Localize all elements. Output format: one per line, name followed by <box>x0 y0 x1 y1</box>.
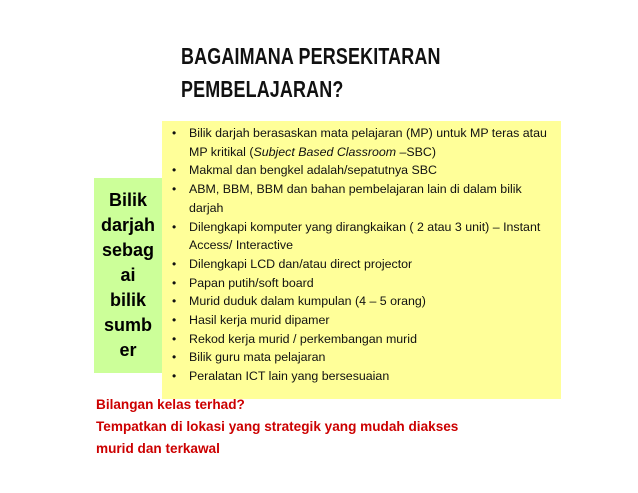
side-label-line: sumb <box>103 315 152 335</box>
side-label-line: er <box>119 340 137 360</box>
bullet-text: Peralatan ICT lain yang bersesuaian <box>189 369 390 384</box>
bullet-text-italic: Subject Based Classroom <box>253 144 397 159</box>
footer-note-line: murid dan terkawal <box>96 441 220 456</box>
bullet-item <box>172 124 555 161</box>
bullet-icon: • <box>172 331 177 346</box>
bullet-text: Bilik guru mata pelajaran <box>189 350 326 365</box>
bullet-item <box>172 218 555 255</box>
slide-title-line: PEMBELAJARAN? <box>181 76 344 102</box>
bullet-item <box>172 274 555 293</box>
slide-title-line: BAGAIMANA PERSEKITARAN <box>181 43 441 69</box>
side-label-line: Bilik <box>108 190 147 210</box>
bullet-list <box>172 124 555 386</box>
bullet-icon: • <box>172 163 177 178</box>
bullet-item <box>172 348 555 367</box>
bullet-item <box>172 292 555 311</box>
bullet-text: Papan putih/soft board <box>189 275 314 290</box>
bullet-item <box>172 161 555 180</box>
bullet-text: Rekod kerja murid / perkembangan murid <box>189 331 417 346</box>
side-label-box <box>94 178 162 373</box>
bullet-text: Dilengkapi komputer yang dirangkaikan ( 2 atau 3 unit) – Instant Access/ Interactive <box>189 219 541 253</box>
bullet-icon: • <box>172 219 177 234</box>
bullet-icon: • <box>172 294 177 309</box>
bullet-icon: • <box>172 275 177 290</box>
bullet-text: ABM, BBM, BBM dan bahan pembelajaran lain di dalam bilik darjah <box>189 182 522 215</box>
bullet-list-box <box>162 121 561 399</box>
bullet-icon: • <box>172 313 177 328</box>
bullet-text: Makmal dan bengkel adalah/sepatutnya SBC <box>189 163 437 178</box>
footer-note-line: Bilangan kelas terhad? <box>96 397 245 412</box>
bullet-item <box>172 255 555 274</box>
side-label-line: darjah <box>100 215 156 235</box>
footer-note <box>96 394 458 460</box>
bullet-item <box>172 330 555 349</box>
bullet-text: Dilengkapi LCD dan/atau direct projector <box>189 256 413 271</box>
bullet-text: Bilik darjah berasaskan mata pelajaran (MP) untuk MP teras atau MP kritikal ( <box>189 126 547 159</box>
bullet-icon: • <box>172 182 177 197</box>
slide-title <box>181 40 441 106</box>
side-label-line: ai <box>120 265 136 285</box>
bullet-item <box>172 367 555 386</box>
side-label-line: sebag <box>101 240 155 260</box>
side-label-line: bilik <box>109 290 146 310</box>
footer-note-line: Tempatkan di lokasi yang strategik yang mudah diakses <box>96 419 459 434</box>
bullet-text: Murid duduk dalam kumpulan (4 – 5 orang) <box>189 294 426 309</box>
bullet-text: –SBC) <box>396 144 436 159</box>
bullet-icon: • <box>172 350 177 365</box>
bullet-icon: • <box>172 369 177 384</box>
bullet-icon: • <box>172 126 177 140</box>
bullet-text: Hasil kerja murid dipamer <box>189 313 330 328</box>
bullet-icon: • <box>172 256 177 271</box>
bullet-item <box>172 180 555 217</box>
bullet-item <box>172 311 555 330</box>
